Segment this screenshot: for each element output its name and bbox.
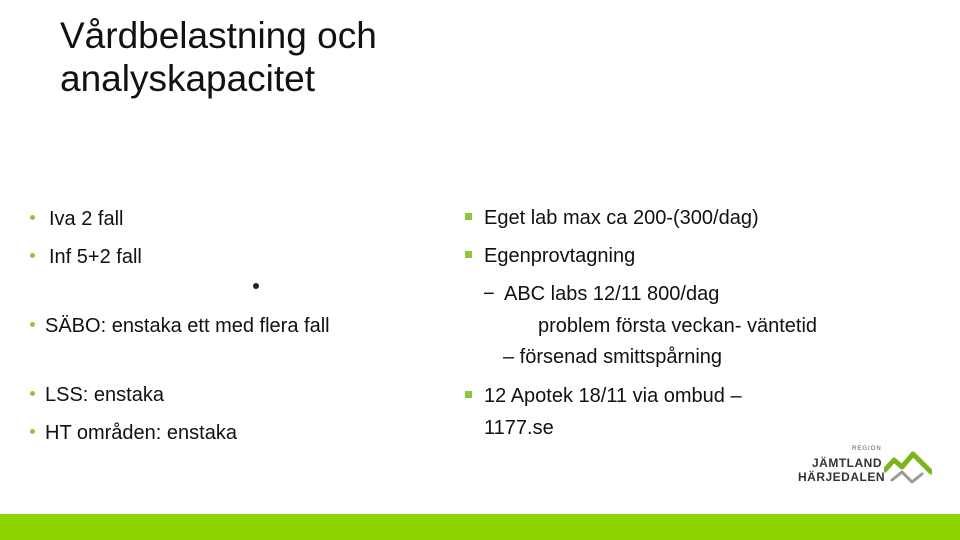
logo-region-label: REGION [852,446,882,452]
square-bullet-icon [465,391,472,398]
logo-line-2: HÄRJEDALEN [798,470,886,484]
right-list-item [465,202,759,234]
left-list-item [30,314,330,338]
left-item-text: HT områden: enstaka [45,422,237,444]
right-item-text: 12 Apotek 18/11 via ombud – [484,385,742,407]
left-list-item [30,207,123,231]
left-item-text: Iva 2 fall [49,208,124,230]
logo-line-1: JÄMTLAND [812,456,882,470]
right-list-item-continuation: 1177.se [484,417,554,439]
left-item-text: SÄBO: enstaka ett med flera fall [45,315,330,337]
left-list-item [30,383,164,407]
title-line-1: Vårdbelastning och [60,15,377,56]
square-bullet-icon [465,251,472,258]
title-line-2: analyskapacitet [60,58,316,99]
bullet-dot-icon [30,253,35,258]
right-list-item [465,240,635,272]
bullet-dot-icon [30,429,35,434]
footer-bar [0,514,960,540]
sub-item-line-3: – försenad smittspårning [503,346,723,368]
page-title [60,14,377,100]
sub-item-dash: − [483,283,495,305]
left-item-text: LSS: enstaka [45,384,164,406]
region-logo [796,446,936,494]
bullet-dot-icon [30,322,35,327]
left-list-item [30,421,237,445]
mountains-logo-icon [884,450,932,490]
stray-bullet-icon [253,283,259,289]
square-bullet-icon [465,213,472,220]
right-item-text: Egenprovtagning [484,245,636,267]
left-list-item [30,245,142,269]
bullet-dot-icon [30,215,35,220]
sub-item-line-2: problem första veckan- väntetid [538,315,818,337]
sub-item-line-1: ABC labs 12/11 800/dag [504,283,720,305]
right-item-text: Eget lab max ca 200-(300/dag) [484,207,759,229]
right-list-item [465,380,742,412]
left-item-text: Inf 5+2 fall [49,246,142,268]
bullet-dot-icon [30,391,35,396]
